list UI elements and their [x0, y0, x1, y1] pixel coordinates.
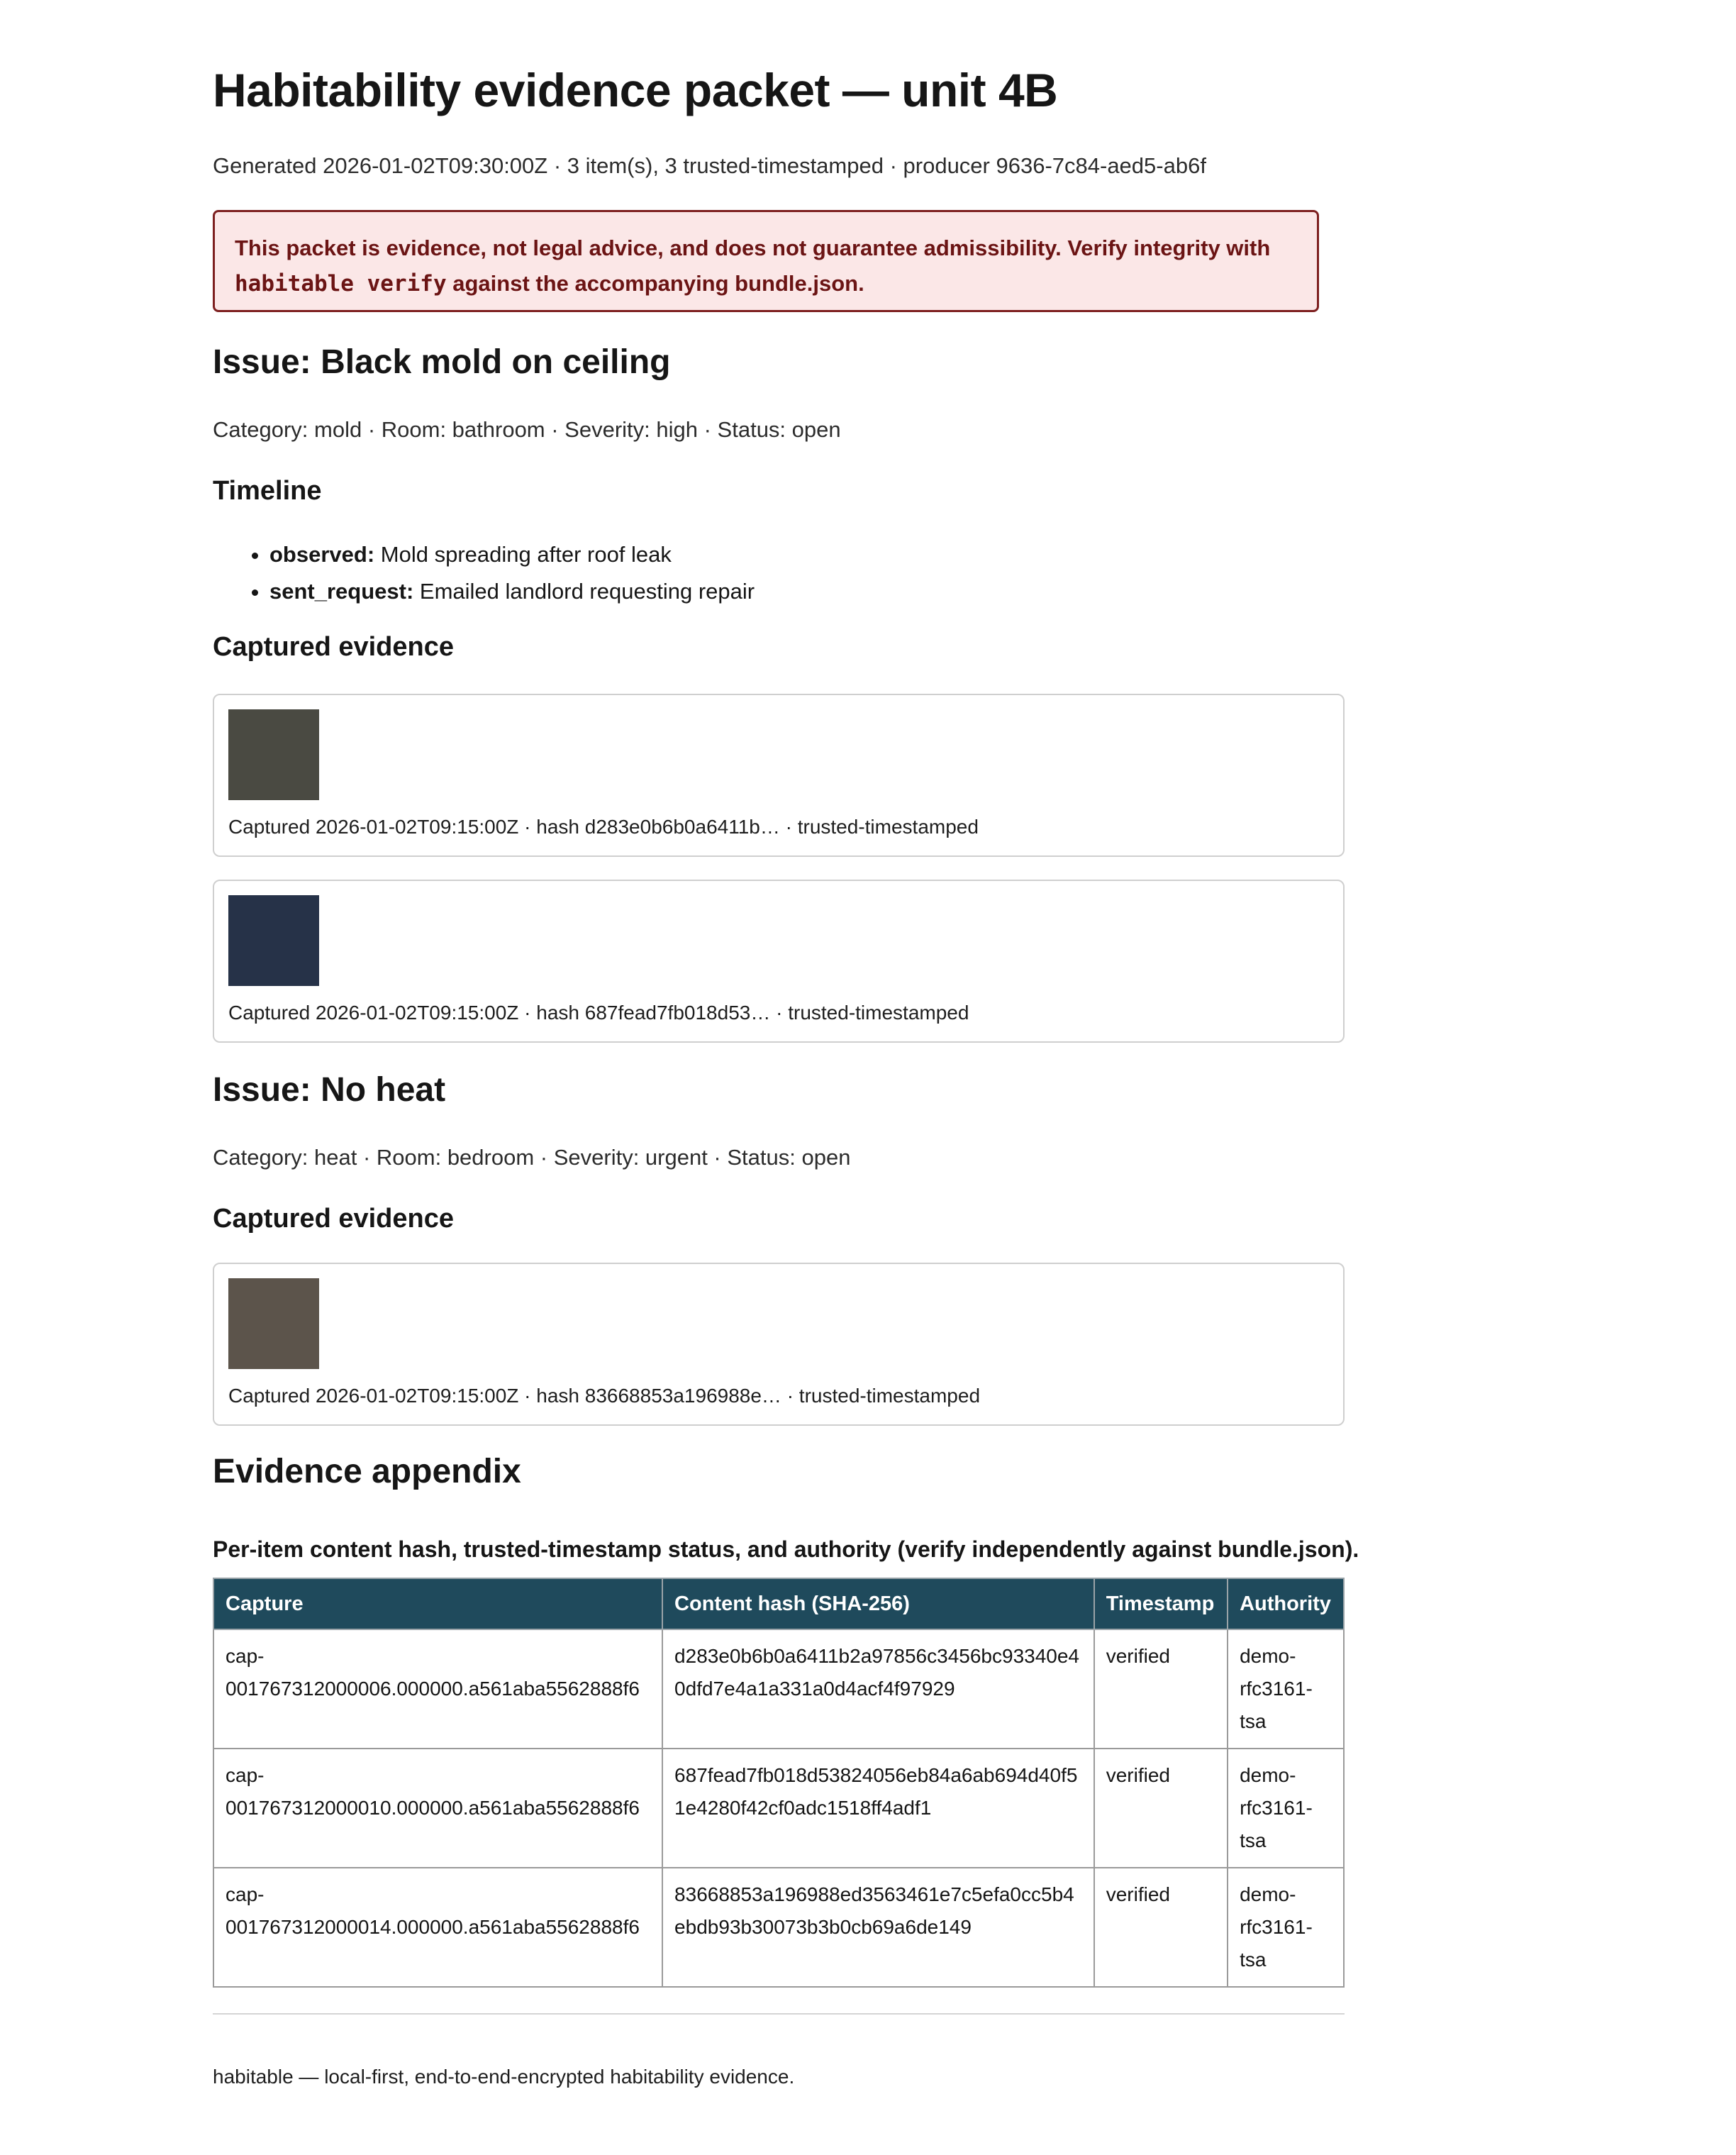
authority-part: rfc3161-	[1240, 1678, 1313, 1700]
column-header-hash: Content hash (SHA-256)	[662, 1578, 1094, 1629]
evidence-card[interactable]	[213, 694, 1345, 857]
issue-title: Issue: No heat	[213, 1071, 446, 1109]
authority-part: demo-	[1240, 1645, 1296, 1667]
warning-text-after: against the accompanying bundle.json.	[446, 271, 864, 296]
authority-part: rfc3161-	[1240, 1797, 1313, 1819]
capture-id: 001767312000014.000000.a561aba5562888f6	[226, 1916, 640, 1938]
footer-divider	[213, 2013, 1345, 2015]
evidence-thumbnail[interactable]	[228, 895, 319, 986]
table-header-row	[213, 1578, 1344, 1629]
authority-cell	[1228, 1749, 1344, 1868]
packet-meta: Generated 2026-01-02T09:30:00Z · 3 item(s), 3 trusted-timestamped · producer 9636-7c84-aed5-ab6f	[213, 153, 1206, 178]
evidence-caption: Captured 2026-01-02T09:15:00Z · hash 83668853a196988e… · trusted-timestamped	[228, 1385, 981, 1407]
capture-cell	[213, 1868, 662, 1987]
authority-part: tsa	[1240, 1829, 1267, 1851]
timeline-text: Mold spreading after roof leak	[374, 542, 672, 567]
table-row	[213, 1868, 1344, 1987]
evidence-thumbnail[interactable]	[228, 709, 319, 800]
table-row	[213, 1749, 1344, 1868]
verify-command: habitable verify	[235, 271, 447, 297]
capture-prefix: cap-	[226, 1645, 265, 1667]
authority-part: tsa	[1240, 1710, 1267, 1732]
appendix-heading: Evidence appendix	[213, 1453, 521, 1490]
hash-cell: d283e0b6b0a6411b2a97856c3456bc93340e40dfd7e4a1a331a0d4acf4f97929	[662, 1629, 1094, 1749]
evidence-thumbnail[interactable]	[228, 1278, 319, 1369]
evidence-caption: Captured 2026-01-02T09:15:00Z · hash 687fead7fb018d53… · trusted-timestamped	[228, 1002, 969, 1024]
evidence-heading: Captured evidence	[213, 1204, 454, 1234]
timeline-item	[269, 573, 755, 610]
timestamp-cell: verified	[1094, 1868, 1228, 1987]
hash-cell: 83668853a196988ed3563461e7c5efa0cc5b4ebdb93b30073b3b0cb69a6de149	[662, 1868, 1094, 1987]
timeline-label: observed:	[269, 542, 375, 567]
timeline-label: sent_request:	[269, 579, 414, 604]
column-header-timestamp: Timestamp	[1094, 1578, 1228, 1629]
timeline-text: Emailed landlord requesting repair	[413, 579, 755, 604]
timestamp-cell: verified	[1094, 1629, 1228, 1749]
warning-text-before: This packet is evidence, not legal advice, and does not guarantee admissibility. Verify integrity with	[235, 236, 1271, 260]
appendix-note: Per-item content hash, trusted-timestamp status, and authority (verify independently against bundle.json).	[213, 1536, 1359, 1562]
capture-cell	[213, 1629, 662, 1749]
legal-warning	[213, 210, 1319, 312]
capture-prefix: cap-	[226, 1883, 265, 1905]
evidence-card[interactable]	[213, 880, 1345, 1043]
authority-part: demo-	[1240, 1764, 1296, 1786]
evidence-heading: Captured evidence	[213, 632, 454, 662]
footer-text: habitable — local-first, end-to-end-encrypted habitability evidence.	[213, 2066, 795, 2088]
authority-cell	[1228, 1868, 1344, 1987]
issue-title: Issue: Black mold on ceiling	[213, 343, 671, 381]
issue-details: Category: heat · Room: bedroom · Severity: urgent · Status: open	[213, 1145, 851, 1170]
authority-part: tsa	[1240, 1949, 1267, 1971]
hash-cell: 687fead7fb018d53824056eb84a6ab694d40f51e4280f42cf0adc1518ff4adf1	[662, 1749, 1094, 1868]
table-row	[213, 1629, 1344, 1749]
timeline-heading: Timeline	[213, 476, 322, 506]
appendix-table	[213, 1578, 1345, 1988]
capture-prefix: cap-	[226, 1764, 265, 1786]
evidence-caption: Captured 2026-01-02T09:15:00Z · hash d283e0b6b0a6411b… · trusted-timestamped	[228, 816, 979, 838]
capture-cell	[213, 1749, 662, 1868]
authority-cell	[1228, 1629, 1344, 1749]
column-header-capture: Capture	[213, 1578, 662, 1629]
capture-id: 001767312000006.000000.a561aba5562888f6	[226, 1678, 640, 1700]
capture-id: 001767312000010.000000.a561aba5562888f6	[226, 1797, 640, 1819]
authority-part: demo-	[1240, 1883, 1296, 1905]
timestamp-cell: verified	[1094, 1749, 1228, 1868]
issue-details: Category: mold · Room: bathroom · Severity: high · Status: open	[213, 417, 841, 442]
evidence-card[interactable]	[213, 1263, 1345, 1426]
column-header-authority: Authority	[1228, 1578, 1344, 1629]
page-title: Habitability evidence packet — unit 4B	[213, 64, 1058, 116]
timeline-item	[269, 536, 755, 573]
timeline-list	[213, 536, 755, 610]
authority-part: rfc3161-	[1240, 1916, 1313, 1938]
